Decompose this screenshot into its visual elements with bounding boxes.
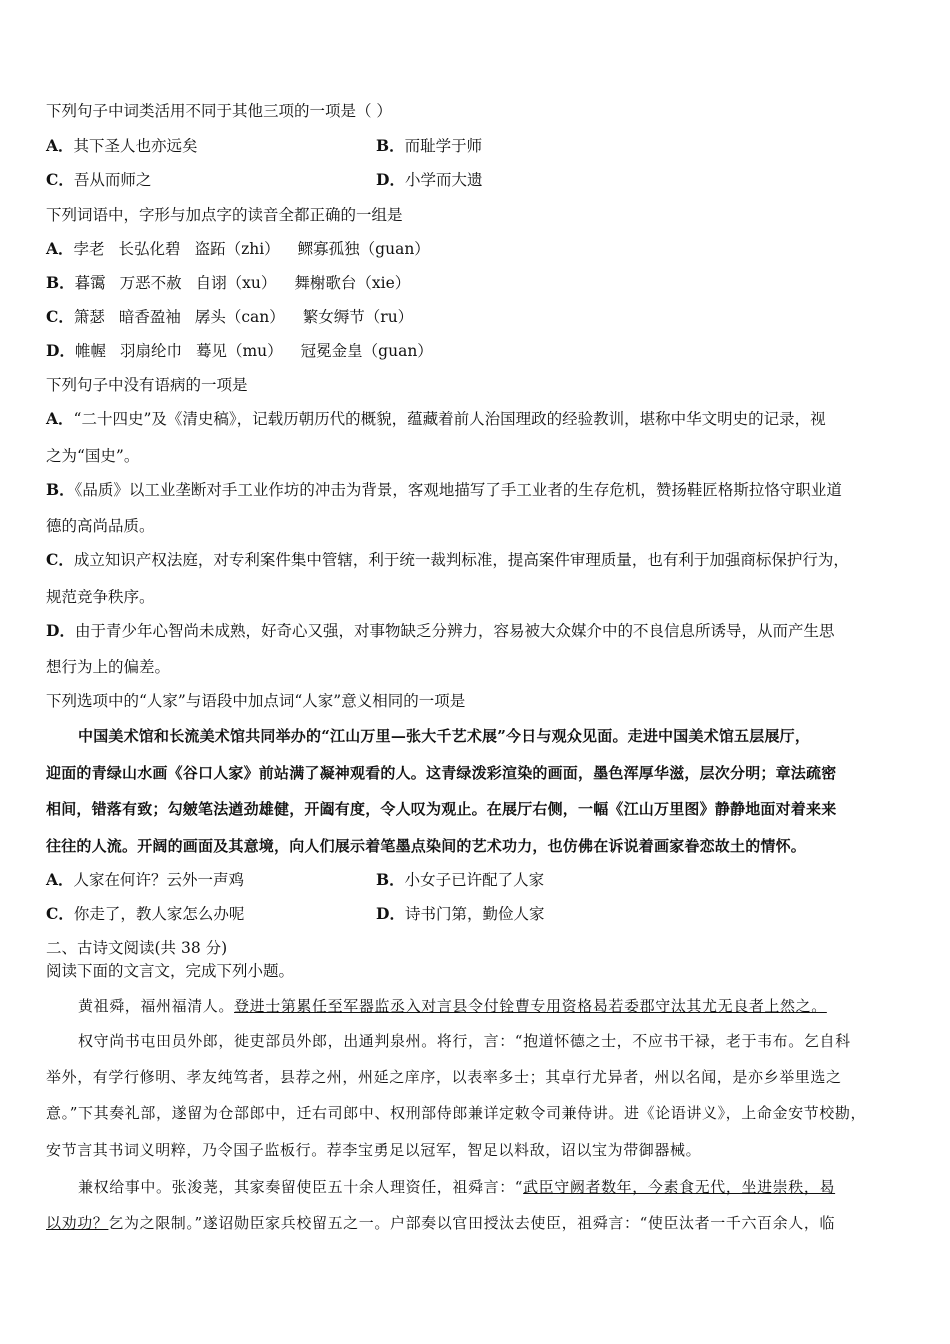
q2-option-a[interactable]: A．孛老 长弘化碧 盗跖（zhi） 鳏寡孤独（guan） <box>46 239 430 258</box>
q3-stem: 下列句子中没有语病的一项是 <box>46 376 248 394</box>
q1-option-d[interactable]: D．小学而大遗 <box>376 170 483 189</box>
q3-option-d-cont: 想行为上的偏差。 <box>46 658 171 676</box>
q2-option-b[interactable]: B．暮霭 万恶不赦 自诩（xu） 舞榭歌台（xie） <box>46 273 411 292</box>
underlined-sentence: 登进士第累任至军器监丞入对言县令付铨曹专用资格曷若委郡守汰其尤无良者上然之。 <box>234 997 827 1015</box>
q4-stem: 下列选项中的“人家”与语段中加点词“人家”意义相同的一项是 <box>46 692 466 710</box>
q1-row-cd <box>46 170 908 190</box>
classical-paragraph-line: 意。”下其奏礼部，遂留为仓部郎中，迁右司郎中、权刑部侍郎兼详定敕令司兼侍讲。进《论语讲义》，上命金安节校勘， <box>46 1104 867 1122</box>
q2-option-c[interactable]: C．箫瑟 暗香盈袖 孱头（can） 繁女缛节（ru） <box>46 307 414 326</box>
q3-option-a-cont: 之为“国史”。 <box>46 447 140 465</box>
q3-option-c[interactable]: C．成立知识产权法庭，对专利案件集中管辖，利于统一裁判标准，提高案件审理质量，也有利于加强商标保护行为， <box>46 550 849 569</box>
classical-paragraph-3: 兼权给事中。张浚荛，其家奏留使臣五十余人理资任，祖舜言：“武臣守阙者数年，今素食无代，坐进崇秩，曷 <box>78 1178 836 1196</box>
q4-row-cd <box>46 904 908 924</box>
q1-stem: 下列句子中词类活用不同于其他三项的一项是（ ） <box>46 102 392 120</box>
classical-paragraph-3-cont: 以劝功？乞为之限制。”遂诏勋臣家兵校留五之一。户部奏以官田授汰去使臣，祖舜言：“使臣汰者一千六百余人，临 <box>46 1214 836 1232</box>
classical-paragraph-line: 权守尚书屯田员外郎，徙吏部员外郎，出通判泉州。将行，言：“抱道怀德之士，不应书干禄，老于韦布。乞自科 <box>78 1032 851 1050</box>
q4-option-b[interactable]: B．小女子已许配了人家 <box>376 870 545 889</box>
q3-option-d[interactable]: D．由于青少年心智尚未成熟，好奇心又强，对事物缺乏分辨力，容易被大众媒介中的不良信息所诱导，从而产生思 <box>46 621 835 640</box>
q3-option-b-cont: 德的高尚品质。 <box>46 517 155 535</box>
q4-passage-line: 往往的人流。开阔的画面及其意境，向人们展示着笔墨点染间的艺术功力，也仿佛在诉说着画家眷恋故土的情怀。 <box>46 837 807 855</box>
q4-passage-line: 中国美术馆和长流美术馆共同举办的“江山万里—张大千艺术展”今日与观众见面。走进中国美术馆五层展厅， <box>78 727 811 745</box>
q1-row-ab <box>46 136 908 156</box>
q4-option-c[interactable]: C．你走了，教人家怎么办呢 <box>46 904 245 923</box>
q1-option-c[interactable]: C．吾从而师之 <box>46 170 152 189</box>
underlined-sentence: 武臣守阙者数年，今素食无代，坐进崇秩，曷 <box>523 1178 836 1196</box>
q4-option-a[interactable]: A．人家在何许？云外一声鸡 <box>46 870 245 889</box>
q1-option-b[interactable]: B．而耻学于师 <box>376 136 483 155</box>
q4-option-d[interactable]: D．诗书门第，勤俭人家 <box>376 904 545 923</box>
classical-paragraph-1: 黄祖舜，福州福清人。登进士第累任至军器监丞入对言县令付铨曹专用资格曷若委郡守汰其尤无良者上然之。 <box>78 997 827 1015</box>
q3-option-c-cont: 规范竞争秩序。 <box>46 588 155 606</box>
q2-option-d[interactable]: D．帷幄 羽扇纶巾 蓦见（mu） 冠冕金皇（guan） <box>46 341 433 360</box>
q2-stem: 下列词语中，字形与加点字的读音全都正确的一组是 <box>46 206 403 224</box>
q4-passage-line: 迎面的青绿山水画《谷口人家》前站满了凝神观看的人。这青绿泼彩渲染的画面，墨色浑厚华滋，层次分明；章法疏密 <box>46 764 837 782</box>
q3-option-b[interactable]: B．《品质》以工业垄断对手工业作坊的冲击为背景，客观地描写了手工业者的生存危机，赞扬鞋匠格斯拉恪守职业道 <box>46 480 842 499</box>
q3-option-a[interactable]: A．“二十四史”及《清史稿》，记载历朝历代的概貌，蕴藏着前人治国理政的经验教训，堪称中华文明史的记录，视 <box>46 409 826 428</box>
classical-paragraph-line: 举外，有学行修明、孝友纯笃者，县荐之州，州延之庠序，以表率多士；其卓行尤异者，州以名闻，是亦乡举里选之 <box>46 1068 842 1086</box>
q4-row-ab <box>46 870 908 890</box>
q1-option-a[interactable]: A．其下圣人也亦远矣 <box>46 136 198 155</box>
underlined-sentence: 以劝功？ <box>46 1214 109 1232</box>
section-title: 二、古诗文阅读(共 38 分) <box>46 939 228 957</box>
section-instruction: 阅读下面的文言文，完成下列小题。 <box>46 962 295 980</box>
q4-passage-line: 相间，错落有致；勾皴笔法遒劲雄健，开阖有度，令人叹为观止。在展厅右侧，一幅《江山万里图》静静地面对着来来 <box>46 800 837 818</box>
classical-paragraph-line: 安节言其书词义明粹，乃令国子监板行。荐李宝勇足以冠军，智足以料敌，诏以宝为带御器械。 <box>46 1141 702 1159</box>
